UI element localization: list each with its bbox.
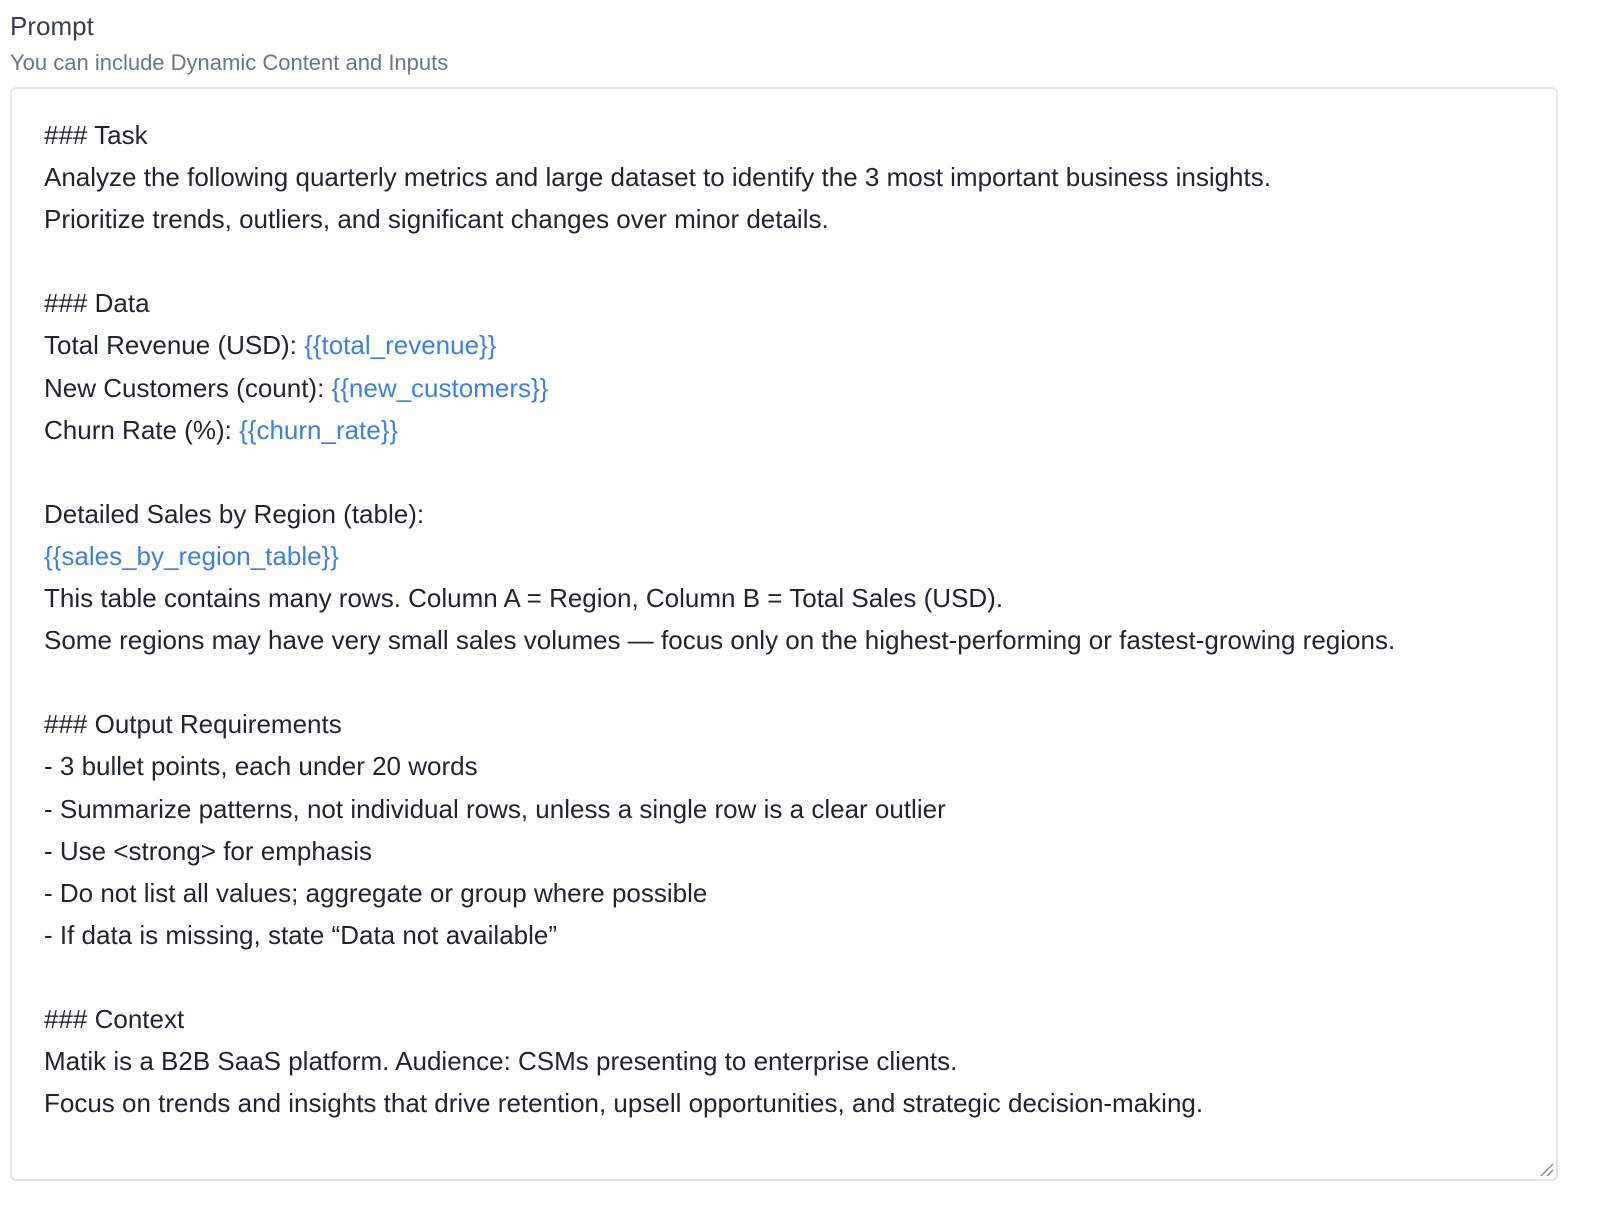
prompt-line (44, 324, 1536, 366)
prompt-line (44, 703, 1536, 745)
prompt-line-text: ### Task (44, 120, 148, 150)
prompt-line-text: Focus on trends and insights that drive retention, upsell opportunities, and strategic decision-making. (44, 1088, 1204, 1119)
prompt-line-text: Churn Rate (%): (44, 414, 240, 445)
prompt-line-text: - Use <strong> for emphasis (44, 835, 373, 866)
resize-handle-icon[interactable] (1538, 1161, 1554, 1177)
prompt-label: Prompt (10, 11, 94, 41)
prompt-line (44, 830, 1536, 872)
dynamic-content-tag[interactable]: {{sales_by_region_table}} (44, 540, 339, 571)
prompt-line (44, 493, 1536, 535)
prompt-line (44, 998, 1536, 1040)
prompt-line (44, 956, 1536, 998)
prompt-line (44, 114, 1536, 156)
prompt-line-text: - Summarize patterns, not individual rows, unless a single row is a clear outlier (44, 793, 946, 824)
prompt-line-text: ### Data (44, 288, 150, 319)
prompt-line-text: New Customers (count): (44, 372, 332, 403)
prompt-line (44, 788, 1536, 830)
prompt-line-text: - If data is missing, state “Data not available” (44, 919, 558, 950)
prompt-line-text: Prioritize trends, outliers, and significant changes over minor details. (44, 204, 829, 235)
prompt-textarea[interactable] (10, 87, 1558, 1181)
prompt-line (44, 282, 1536, 324)
prompt-line-text: - Do not list all values; aggregate or group where possible (44, 877, 708, 908)
prompt-line (44, 156, 1536, 198)
prompt-line (44, 1040, 1536, 1082)
prompt-line (44, 198, 1536, 240)
prompt-line (44, 577, 1536, 619)
prompt-line-text: ### Context (44, 1003, 185, 1034)
prompt-line-text: Matik is a B2B SaaS platform. Audience: CSMs presenting to enterprise clients. (44, 1046, 958, 1077)
prompt-content[interactable] (44, 114, 1536, 1124)
prompt-line-text: ### Output Requirements (44, 709, 342, 740)
prompt-line (44, 914, 1536, 956)
dynamic-content-tag[interactable]: {{total_revenue}} (304, 330, 497, 361)
prompt-line (44, 409, 1536, 451)
prompt-line (44, 535, 1536, 577)
prompt-line-text: Detailed Sales by Region (table): (44, 498, 425, 529)
prompt-line (44, 451, 1536, 493)
prompt-line (44, 367, 1536, 409)
prompt-line-text: Total Revenue (USD): (44, 330, 305, 361)
prompt-line-text: Analyze the following quarterly metrics and large dataset to identify the 3 most important business insights. (44, 162, 1271, 193)
dynamic-content-tag[interactable]: {{new_customers}} (331, 372, 549, 403)
prompt-line (44, 872, 1536, 914)
prompt-line-text: Some regions may have very small sales volumes — focus only on the highest-performing or fastest-growing regions. (44, 625, 1396, 656)
prompt-line-text: This table contains many rows. Column A = Region, Column B = Total Sales (USD). (44, 583, 1004, 614)
prompt-line-text: - 3 bullet points, each under 20 words (44, 751, 478, 782)
prompt-line (44, 1082, 1536, 1124)
prompt-help-text: You can include Dynamic Content and Inputs (10, 50, 449, 75)
prompt-line (44, 240, 1536, 282)
prompt-line (44, 661, 1536, 703)
prompt-line (44, 745, 1536, 787)
prompt-line (44, 619, 1536, 661)
dynamic-content-tag[interactable]: {{churn_rate}} (239, 414, 399, 445)
